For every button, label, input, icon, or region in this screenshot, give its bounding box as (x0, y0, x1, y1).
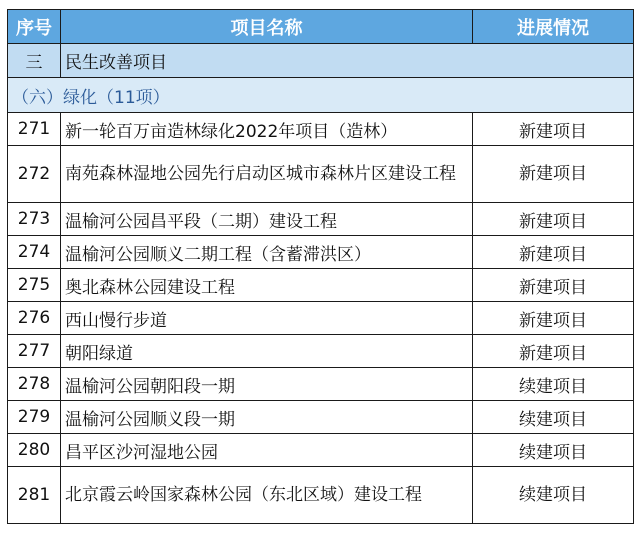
row-number: 275 (8, 269, 61, 302)
row-number: 280 (8, 434, 61, 467)
row-number: 279 (8, 401, 61, 434)
subsection-row (8, 78, 634, 113)
header-status: 进展情况 (473, 10, 634, 44)
table-row (8, 434, 634, 467)
row-project-name: 朝阳绿道 (61, 335, 473, 368)
row-status: 新建项目 (473, 302, 634, 335)
header-project-name: 项目名称 (61, 10, 473, 44)
table-row (8, 203, 634, 236)
row-project-name: 温榆河公园顺义二期工程（含蓄滞洪区） (61, 236, 473, 269)
row-number: 278 (8, 368, 61, 401)
project-table (7, 9, 634, 524)
row-number: 273 (8, 203, 61, 236)
table-row (8, 467, 634, 524)
table-row (8, 335, 634, 368)
row-status: 续建项目 (473, 401, 634, 434)
row-project-name: 温榆河公园朝阳段一期 (61, 368, 473, 401)
subsection-title: （六）绿化（11项） (8, 78, 634, 113)
row-project-name: 温榆河公园昌平段（二期）建设工程 (61, 203, 473, 236)
row-project-name: 温榆河公园顺义段一期 (61, 401, 473, 434)
table-row (8, 269, 634, 302)
row-status: 新建项目 (473, 113, 634, 146)
table-row (8, 401, 634, 434)
row-status: 续建项目 (473, 467, 634, 524)
row-project-name: 北京霞云岭国家森林公园（东北区域）建设工程 (61, 467, 473, 524)
row-number: 277 (8, 335, 61, 368)
table-row (8, 302, 634, 335)
row-status: 新建项目 (473, 146, 634, 203)
header-serial: 序号 (8, 10, 61, 44)
section-title: 民生改善项目 (61, 44, 634, 78)
row-status: 新建项目 (473, 236, 634, 269)
row-number: 271 (8, 113, 61, 146)
row-number: 272 (8, 146, 61, 203)
row-project-name: 西山慢行步道 (61, 302, 473, 335)
table-row (8, 236, 634, 269)
row-number: 274 (8, 236, 61, 269)
table-row (8, 113, 634, 146)
row-project-name: 奥北森林公园建设工程 (61, 269, 473, 302)
table-header-row (8, 10, 634, 44)
row-status: 新建项目 (473, 203, 634, 236)
row-number: 276 (8, 302, 61, 335)
table-row (8, 146, 634, 203)
section-number: 三 (8, 44, 61, 78)
row-status: 续建项目 (473, 434, 634, 467)
row-project-name: 新一轮百万亩造林绿化2022年项目（造林） (61, 113, 473, 146)
table-row (8, 368, 634, 401)
row-status: 新建项目 (473, 335, 634, 368)
row-project-name: 南苑森林湿地公园先行启动区城市森林片区建设工程 (61, 146, 473, 203)
row-status: 新建项目 (473, 269, 634, 302)
row-status: 续建项目 (473, 368, 634, 401)
row-project-name: 昌平区沙河湿地公园 (61, 434, 473, 467)
section-row (8, 44, 634, 78)
row-number: 281 (8, 467, 61, 524)
